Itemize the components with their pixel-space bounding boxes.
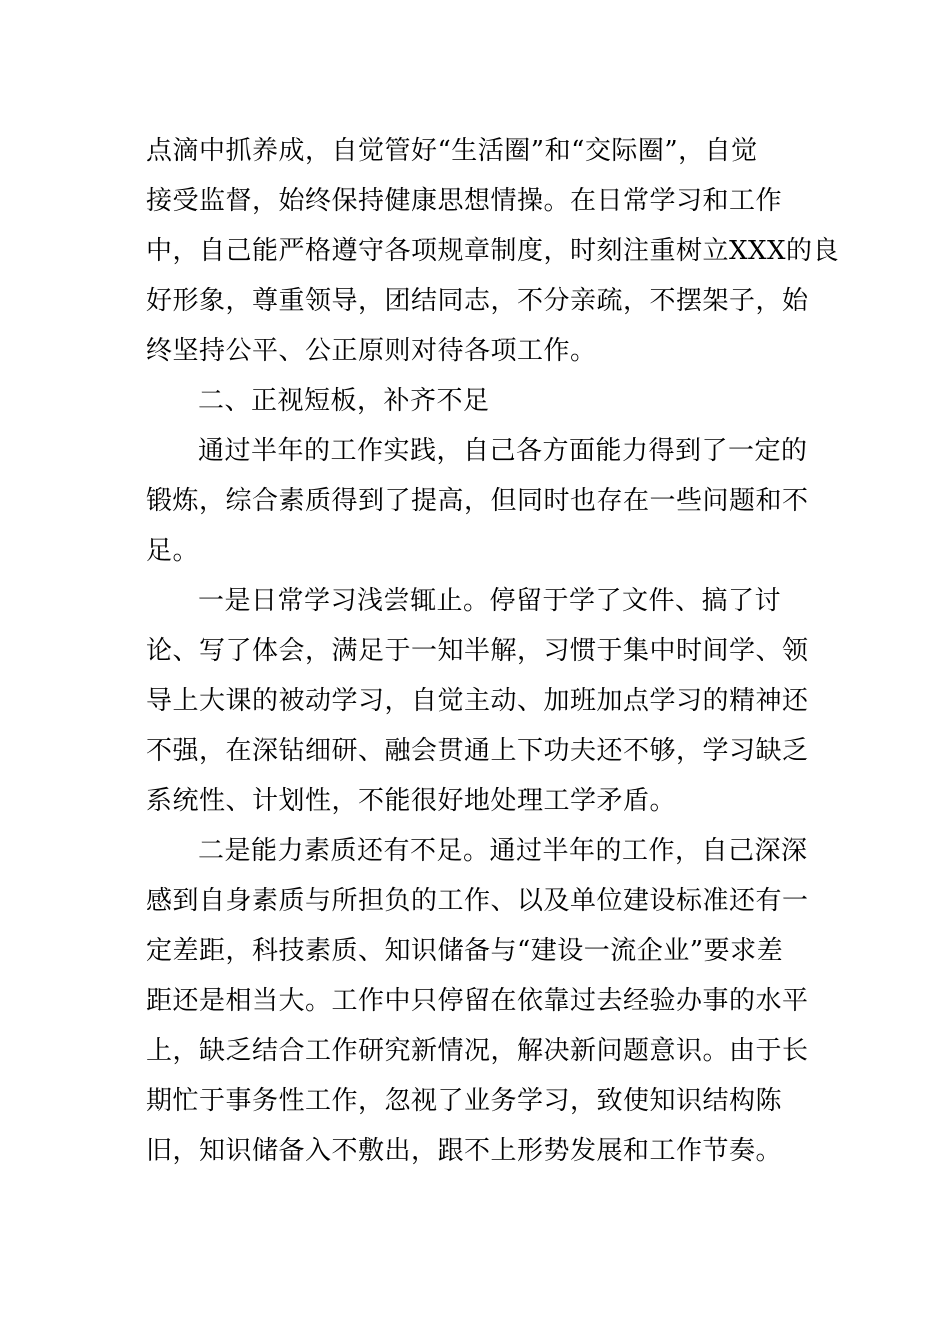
paragraph-line: 系统性、计划性，不能很好地处理工学矛盾。 bbox=[146, 786, 677, 816]
paragraph-line: 距还是相当大。工作中只停留在依靠过去经验办事的水平 bbox=[146, 986, 809, 1016]
paragraph-line: 点滴中抓养成，自觉管好“生活圈”和“交际圈”，自觉 bbox=[146, 136, 758, 166]
paragraph-line: 锻炼，综合素质得到了提高，但同时也存在一些问题和不 bbox=[146, 486, 809, 516]
paragraph-line: 接受监督，始终保持健康思想情操。在日常学习和工作 bbox=[146, 186, 783, 216]
paragraph-line: 一是日常学习浅尝辄止。停留于学了文件、搞了讨 bbox=[198, 586, 782, 616]
paragraph-line: 不强，在深钻细研、融会贯通上下功夫还不够，学习缺乏 bbox=[146, 736, 809, 766]
paragraph-line: 论、写了体会，满足于一知半解，习惯于集中时间学、领 bbox=[146, 636, 809, 666]
paragraph-line: 二是能力素质还有不足。通过半年的工作，自己深深 bbox=[198, 836, 808, 866]
paragraph-line: 中，自己能严格遵守各项规章制度，时刻注重树立XXX的良 bbox=[146, 236, 840, 266]
paragraph-line: 旧，知识储备入不敷出，跟不上形势发展和工作节奏。 bbox=[146, 1136, 783, 1166]
paragraph-line: 通过半年的工作实践，自己各方面能力得到了一定的 bbox=[198, 436, 808, 466]
paragraph-line: 期忙于事务性工作，忽视了业务学习，致使知识结构陈 bbox=[146, 1086, 783, 1116]
paragraph-line: 导上大课的被动学习，自觉主动、加班加点学习的精神还 bbox=[146, 686, 809, 716]
paragraph-line: 定差距，科技素质、知识储备与“建设一流企业”要求差 bbox=[146, 936, 784, 966]
paragraph-line: 感到自身素质与所担负的工作、以及单位建设标准还有一 bbox=[146, 886, 809, 916]
paragraph-line: 上，缺乏结合工作研究新情况，解决新问题意识。由于长 bbox=[146, 1036, 809, 1066]
paragraph-line: 终坚持公平、公正原则对待各项工作。 bbox=[146, 336, 597, 366]
paragraph-line: 足。 bbox=[146, 536, 200, 566]
section-heading: 二、正视短板，补齐不足 bbox=[198, 386, 490, 416]
paragraph-line: 好形象，尊重领导，团结同志，不分亲疏，不摆架子，始 bbox=[146, 286, 809, 316]
